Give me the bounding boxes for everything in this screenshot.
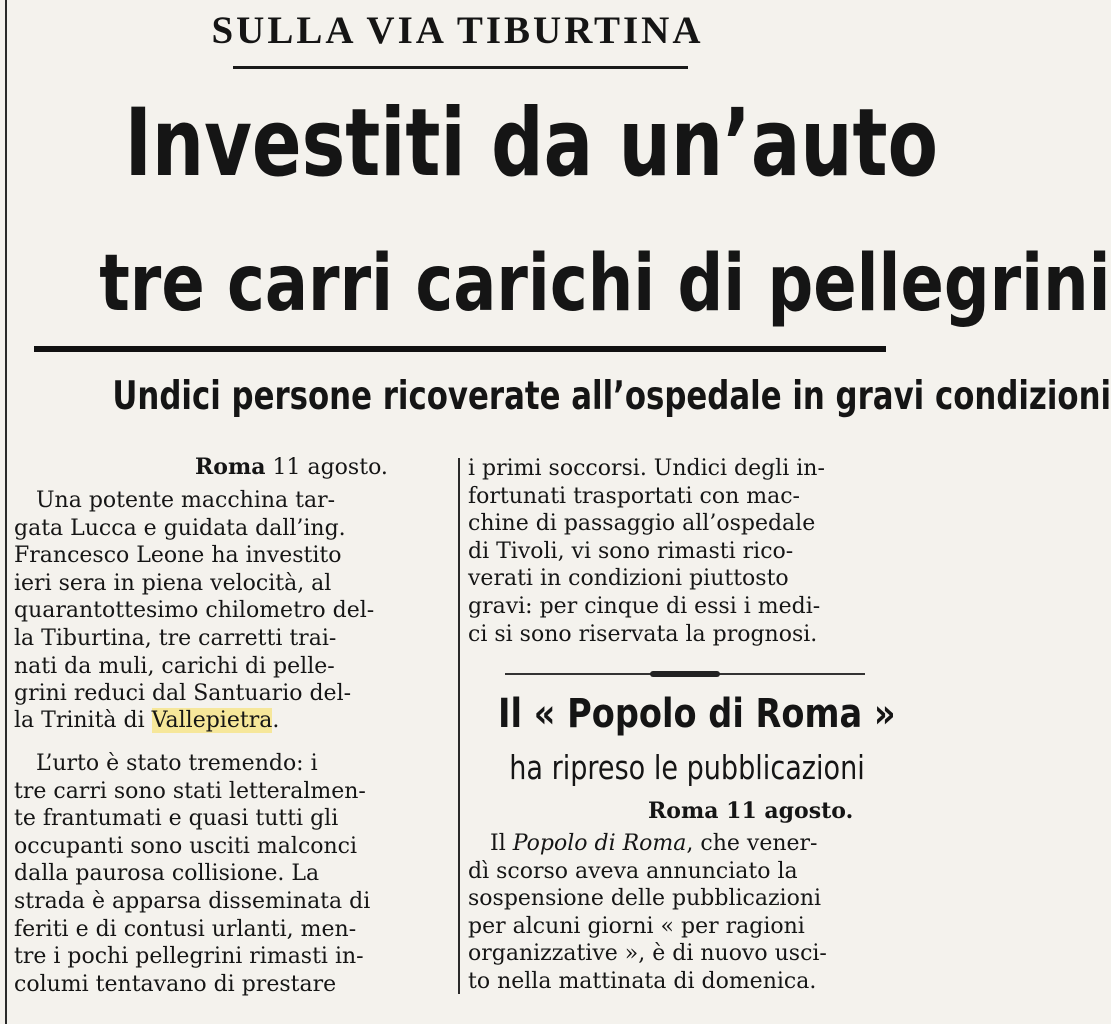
text-line: tre carri sono stati letteralmen- [14,778,366,804]
text-line: te frantumati e quasi tutti gli [14,806,339,832]
section-divider-ornament [650,671,720,677]
column-border [5,0,7,1024]
kicker-underline [233,66,688,69]
text-line: to nella mattinata di domenica. [468,968,817,994]
article-dateline [195,452,388,483]
text-line: i primi soccorsi. Undici degli in- [468,456,825,481]
left-column-last-line [14,707,452,735]
text-line: organizzative », è di nuovo usci- [468,941,827,967]
side-headline-1: Il « Popolo di Roma » [498,691,896,737]
text-line: fortunati trasportati con mac- [468,483,800,509]
side-headline-2: ha ripreso le pubblicazioni [509,748,865,787]
text-line: gravi: per cinque di essi i medi- [468,593,821,619]
column-divider [458,458,460,994]
headline-line-2: tre carri carichi di pellegrini [99,239,1111,329]
italic-title: Popolo di Roma [512,831,687,856]
text-line: chine di passaggio all’ospedale [468,511,816,537]
text-line: L’urto è stato tremendo: i [14,751,318,776]
dateline-date: 11 agosto. [272,455,388,480]
text-line: nati da muli, carichi di pelle- [14,653,335,679]
text-run: . [272,708,280,733]
highlighted-word: Vallepietra [151,708,273,733]
text-line: per alcuni giorni « per ragioni [468,913,805,939]
text-line: gata Lucca e guidata dall’ing. [14,515,346,541]
kicker-title: SULLA VIA TIBURTINA [211,9,704,52]
text-line: quarantottesimo chilometro del- [14,598,375,624]
text-line: sospensione delle pubblicazioni [468,886,822,912]
text-run: Il [490,831,513,856]
side-first-line [468,830,894,858]
text-line: tre i pochi pellegrini rimasti in- [14,944,364,970]
headline-line-1: Investiti da un’auto [124,89,938,198]
right-column-paragraph [468,455,894,648]
text-line: verati in condizioni piuttosto [468,566,789,592]
text-line: feriti e di contusi urlanti, men- [14,916,357,942]
text-line: grini reduci dal Santuario del- [14,681,352,707]
text-run: , che vener- [686,831,818,856]
text-line: Una potente macchina tar- [14,488,336,513]
text-line: strada è apparsa disseminata di [14,888,371,914]
side-article-body [468,858,894,996]
headline-divider [34,346,886,352]
text-line: ci si sono riservata la prognosi. [468,621,818,647]
text-line: la Tiburtina, tre carretti trai- [14,625,337,651]
text-line: Francesco Leone ha investito [14,543,342,569]
side-dateline: Roma 11 agosto. [648,798,854,824]
subheadline: Undici persone ricoverate all’ospedale in gravi condizioni [112,374,1111,419]
text-line: occupanti sono usciti malconci [14,833,358,859]
text-line: ieri sera in piena velocità, al [14,570,332,596]
left-column-paragraph-1 [14,487,452,708]
left-column-paragraph-2 [14,750,452,998]
text-line: columi tentavano di prestare [14,971,337,997]
text-run: la Trinità di [14,708,152,733]
text-line: di Tivoli, vi sono rimasti rico- [468,538,794,564]
dateline-city: Roma [195,454,266,480]
text-line: dì scorso aveva annunciato la [468,858,798,884]
text-line: dalla paurosa collisione. La [14,861,320,887]
